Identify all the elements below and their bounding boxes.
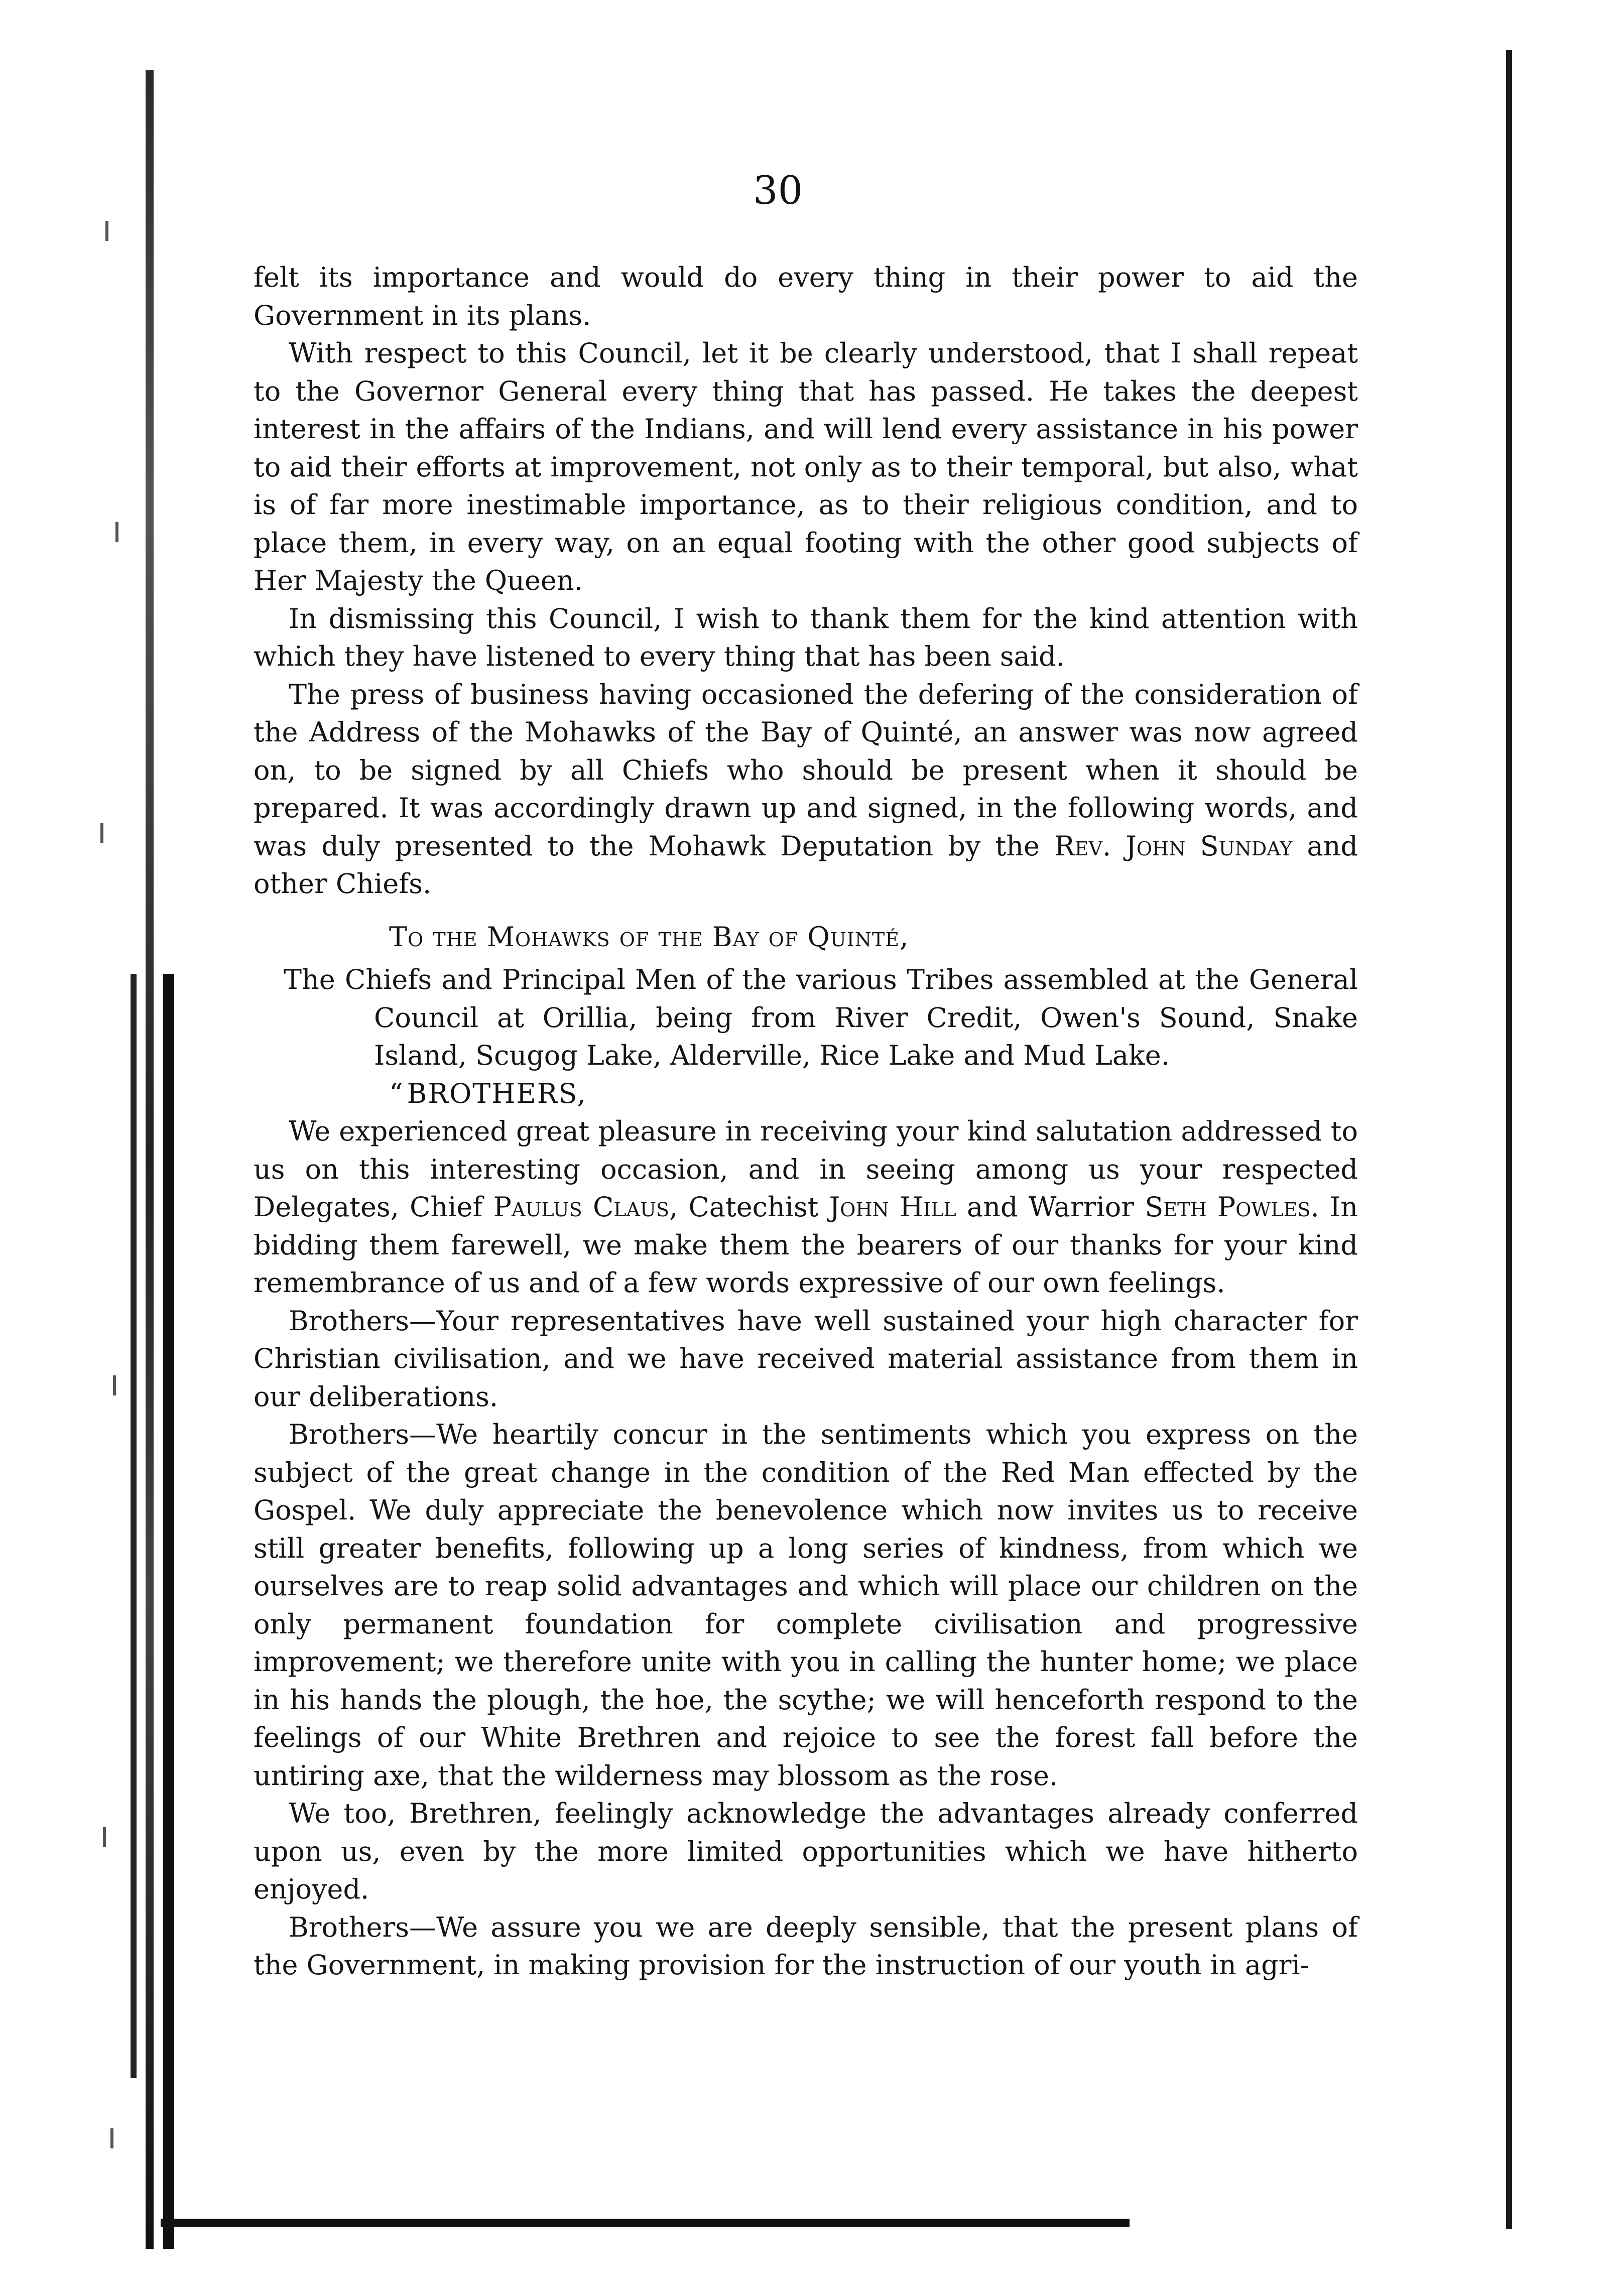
address-from: The Chiefs and Principal Men of the various Tribes assembled at the General Council at Orillia, being from River Credit, Owen's Sound, Snake Island, Scugog Lake, Alderville, Rice Lake and Mud Lake. bbox=[284, 964, 1358, 1071]
letter-paragraph: Brothers—Your representatives have well sustained your high character for Christian civilisation, and we have received material assistance from them in our deliberations. bbox=[254, 1305, 1358, 1413]
paragraph-text: and other Chiefs. bbox=[254, 830, 1358, 900]
bottom-edge-line bbox=[161, 2219, 1130, 2227]
binding-line bbox=[131, 974, 137, 2078]
letter-text: We experienced great pleasure in receiving your kind salutation addressed to us on this interesting occasion, and in seeing among us your respected Delegates, Chief bbox=[254, 1115, 1358, 1223]
scan-speck bbox=[115, 522, 118, 542]
person-name: Paulus Claus bbox=[493, 1191, 670, 1223]
scan-speck bbox=[105, 221, 108, 241]
person-name: Seth Powles bbox=[1145, 1191, 1311, 1223]
address-heading: To the Mohawks of the Bay of Quinté, bbox=[389, 921, 909, 953]
letter-paragraph: Brothers—We heartily concur in the sentiments which you express on the subject of the great change in the condition of the Red Man effected by the Gospel. We duly appreciate the benevolence which now invites us to receive still greater benefits, following up a long series of kindness, from which we ourselves are to reap solid advantages and which will place our children on the only permanent foundation for complete civilisation and progressive improvement; we therefore unite with you in calling the hunter home; we place in his hands the plough, the hoe, the scythe; we will henceforth respond to the feelings of our White Brethren and rejoice to see the forest fall before the untiring axe, that the wilderness may blossom as the rose. bbox=[254, 1419, 1358, 1792]
letter-paragraph: We too, Brethren, feelingly acknowledge the advantages already conferred upon us, even by the more limited opportunities which we have hitherto enjoyed. bbox=[254, 1798, 1358, 1905]
greeting bbox=[254, 1075, 1358, 1113]
page-edge-line bbox=[1506, 50, 1512, 2229]
scan-speck bbox=[103, 1827, 106, 1847]
person-name: John Hill bbox=[829, 1191, 956, 1223]
binding-edge-shadow bbox=[85, 70, 186, 2249]
paragraph-text: The press of business having occasioned the defering of the consideration of the Address of the Mohawks of the Bay of Quinté, an answer was now agreed on, to be signed by all Chiefs who should be present when it should be prepared. It was accordingly drawn up and signed, in the following words, and was duly presented to the Mohawk Deputation by the bbox=[254, 678, 1358, 862]
page-body bbox=[254, 259, 1358, 1984]
paragraph bbox=[254, 676, 1358, 903]
scan-speck bbox=[100, 823, 103, 843]
page-number: 30 bbox=[753, 168, 803, 213]
paragraph: In dismissing this Council, I wish to thank them for the kind attention with which they have listened to every thing that has been said. bbox=[254, 602, 1358, 672]
paragraph: felt its importance and would do every thing in their power to aid the Government in its plans. bbox=[254, 262, 1358, 331]
letter-text: . In bidding them farewell, we make them the bearers of our thanks for your kind remembrance of us and of a few words expressive of our own feelings. bbox=[254, 1191, 1358, 1299]
scan-speck bbox=[110, 2128, 113, 2148]
paragraph: With respect to this Council, let it be clearly understood, that I shall repeat to the Governor General every thing that has passed. He takes the deepest interest in the affairs of the Indians, and will lend every assistance in his power to aid their efforts at improvement, not only as to their temporal, but also, what is of far more inestimable importance, as to their religious condition, and to place them, in every way, on an equal footing with the other good subjects of Her Majesty the Queen. bbox=[254, 337, 1358, 596]
scan-speck bbox=[113, 1375, 116, 1395]
presenter-name: Rev. John Sunday bbox=[1054, 830, 1293, 862]
letter-text: , Catechist bbox=[669, 1191, 819, 1223]
binding-line bbox=[146, 70, 154, 2249]
binding-line bbox=[163, 974, 174, 2249]
letter-paragraph bbox=[254, 1112, 1358, 1302]
letter-text: and Warrior bbox=[967, 1191, 1135, 1223]
greeting-quote: “ bbox=[389, 1077, 404, 1109]
letter-paragraph: Brothers—We assure you we are deeply sensible, that the present plans of the Government, in making provision for the instruction of our youth in agri- bbox=[254, 1911, 1358, 1981]
greeting-text: BROTHERS, bbox=[407, 1077, 587, 1109]
